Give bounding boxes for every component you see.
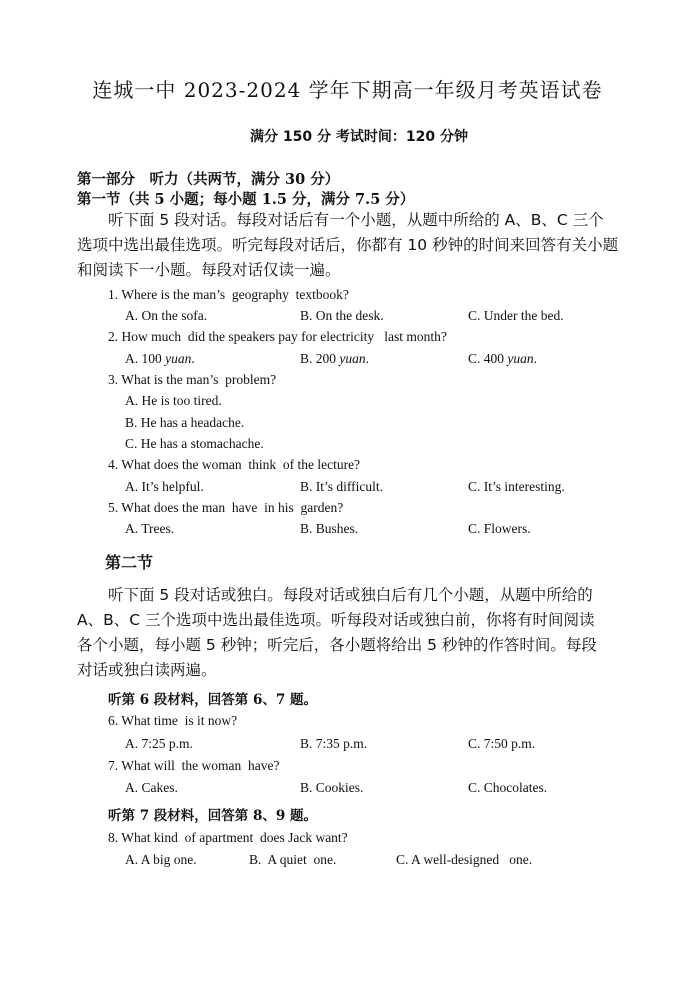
question-4: 4. What does the woman think of the lecture? — [108, 457, 361, 472]
option-a: A. 100 yuan. — [125, 351, 195, 366]
instruction-line: 和阅读下一小题。每段对话仅读一遍。 — [77, 261, 341, 279]
option-c: C. Chocolates. — [468, 780, 548, 795]
option-b: B. On the desk. — [300, 308, 384, 323]
instruction-line: 各个小题，每小题 5 秒钟；听完后，各小题将给出 5 秒钟的作答时间。每段 — [77, 636, 597, 654]
exam-subtitle: 满分 150 分 考试时间：120 分钟 — [250, 129, 468, 145]
section2-instructions — [77, 583, 623, 683]
option-b: B. It’s difficult. — [300, 479, 383, 494]
option-c: C. 7:50 p.m. — [468, 736, 536, 751]
option-c: C. It’s interesting. — [468, 479, 565, 494]
option-a: A. It’s helpful. — [125, 479, 204, 494]
option-a: A. 7:25 p.m. — [125, 736, 193, 751]
option-c: C. A well-designed one. — [396, 852, 533, 867]
part1-heading: 第一部分 听力（共两节，满分 30 分） — [77, 171, 340, 188]
section1-instructions — [77, 208, 623, 283]
question-6: 6. What time is it now? — [108, 713, 238, 728]
instruction-line: A、B、C 三个选项中选出最佳选项。听每段对话或独白前，你将有时间阅读 — [77, 611, 595, 629]
option-b: B. A quiet one. — [249, 852, 337, 867]
exam-title: 连城一中 2023-2024 学年下期高一年级月考英语试卷 — [92, 78, 603, 102]
question-2: 2. How much did the speakers pay for electricity last month? — [108, 329, 447, 344]
question-8: 8. What kind of apartment does Jack want? — [108, 830, 348, 845]
option-c: C. Under the bed. — [468, 308, 564, 323]
option-a: A. Cakes. — [125, 780, 178, 795]
option-c: C. He has a stomachache. — [125, 436, 264, 451]
option-a: A. A big one. — [125, 852, 197, 867]
option-a: A. Trees. — [125, 521, 175, 536]
option-b: B. Cookies. — [300, 780, 364, 795]
question-3: 3. What is the man’s problem? — [108, 372, 277, 387]
instruction-line: 听下面 5 段对话。每段对话后有一个小题，从题中所给的 A、B、C 三个 — [108, 211, 604, 229]
question-1: 1. Where is the man’s geography textbook? — [108, 287, 349, 302]
instruction-line: 选项中选出最佳选项。听完每段对话后，你都有 10 秒钟的时间来回答有关小题 — [77, 236, 619, 254]
option-b: B. Bushes. — [300, 521, 359, 536]
material-6-instruction: 听第 6 段材料，回答第 6、7 题。 — [108, 692, 317, 708]
question-7: 7. What will the woman have? — [108, 758, 280, 773]
option-b: B. 200 yuan. — [300, 351, 370, 366]
option-b: B. 7:35 p.m. — [300, 736, 368, 751]
option-c: C. Flowers. — [468, 521, 531, 536]
section1-heading: 第一节（共 5 小题；每小题 1.5 分，满分 7.5 分） — [77, 191, 415, 208]
material-7-instruction: 听第 7 段材料，回答第 8、9 题。 — [108, 808, 317, 824]
option-b: B. He has a headache. — [125, 415, 245, 430]
instruction-line: 听下面 5 段对话或独白。每段对话或独白后有几个小题，从题中所给的 — [108, 586, 593, 604]
option-a: A. On the sofa. — [125, 308, 208, 323]
option-a: A. He is too tired. — [125, 393, 222, 408]
option-c: C. 400 yuan. — [468, 351, 538, 366]
question-5: 5. What does the man have in his garden? — [108, 500, 344, 515]
section2-heading: 第二节 — [105, 553, 154, 572]
instruction-line: 对话或独白读两遍。 — [77, 661, 217, 679]
